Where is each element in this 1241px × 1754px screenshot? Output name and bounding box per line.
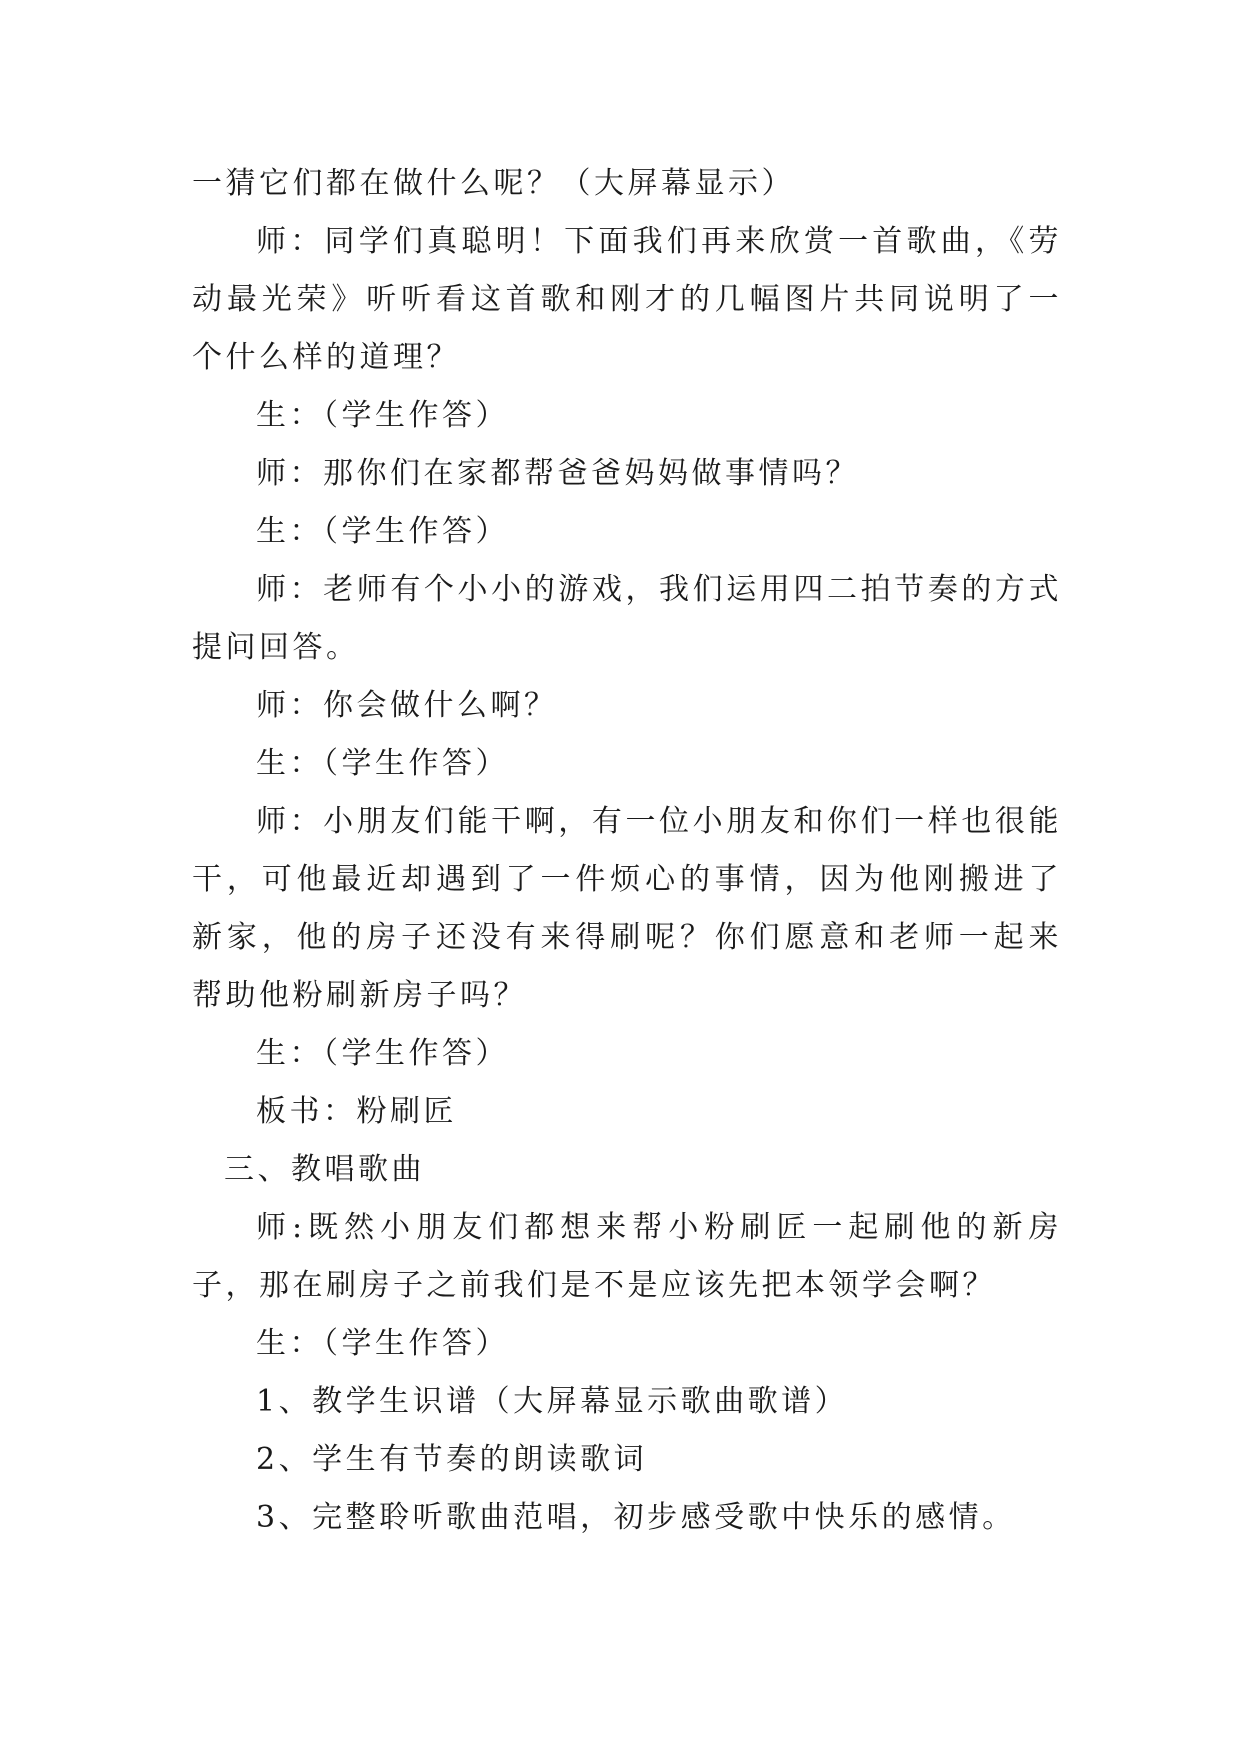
paragraph-student-answer: 生：（学生作答） (256, 746, 509, 781)
paragraph-blackboard: 板书：粉刷匠 (256, 1094, 457, 1129)
paragraph-teacher-help-parents: 师：那你们在家都帮爸爸妈妈做事情吗？ (256, 456, 859, 491)
paragraph-teacher-story: 师：小朋友们能干啊，有一位小朋友和你们一样也很能干，可他最近却遇到了一件烦心的事情，因为他刚搬进了新家，他的房子还没有来得刷呢？你们愿意和老师一起来帮助他粉刷新房子吗？ (192, 804, 1062, 1013)
paragraph-teacher-question: 师：你会做什么啊？ (256, 688, 558, 723)
paragraph-student-answer: 生：（学生作答） (256, 514, 509, 549)
section-heading: 三、教唱歌曲 (224, 1152, 425, 1187)
paragraph-student-answer: 生：（学生作答） (256, 1036, 509, 1071)
paragraph-continued: 一猜它们都在做什么呢？（大屏幕显示） (192, 166, 795, 201)
paragraph-teacher-song: 师：同学们真聪明！下面我们再来欣赏一首歌曲，《劳动最光荣》听听看这首歌和刚才的几幅图片共同说明了一个什么样的道理？ (192, 224, 1062, 375)
list-item-1: 1、教学生识谱（大屏幕显示歌曲歌谱） (256, 1384, 849, 1419)
list-item-2: 2、学生有节奏的朗读歌词 (256, 1442, 648, 1477)
paragraph-student-answer: 生：（学生作答） (256, 1326, 509, 1361)
paragraph-teacher-game: 师：老师有个小小的游戏，我们运用四二拍节奏的方式提问回答。 (192, 572, 1062, 665)
list-item-3: 3、完整聆听歌曲范唱，初步感受歌中快乐的感情。 (256, 1500, 1016, 1535)
paragraph-teacher-learn: 师:既然小朋友们都想来帮小粉刷匠一起刷他的新房子，那在刷房子之前我们是不是应该先把本领学会啊？ (192, 1210, 1062, 1303)
document-page (192, 155, 1062, 1547)
paragraph-student-answer: 生：（学生作答） (256, 398, 509, 433)
